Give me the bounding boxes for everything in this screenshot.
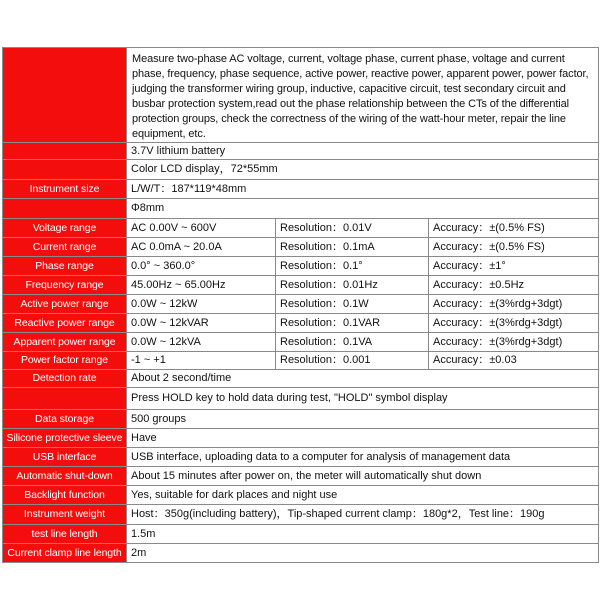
accuracy-cell: Accuracy：±(3%rdg+3dgt) — [429, 314, 599, 333]
resolution-cell: Resolution：0.1mA — [276, 238, 429, 257]
range-cell: -1 ~ +1 — [127, 352, 276, 370]
clamp-size-value: Φ8mm — [127, 199, 599, 219]
row-label: Phase range — [3, 257, 127, 276]
resolution-cell: Resolution：0.1VA — [276, 333, 429, 352]
row-label — [3, 388, 127, 410]
row-label — [3, 143, 127, 160]
spec-table — [2, 47, 599, 563]
row-label — [3, 199, 127, 219]
accuracy-cell: Accuracy：±(0.5% FS) — [429, 219, 599, 238]
table-row — [3, 448, 599, 467]
table-row — [3, 257, 599, 276]
accuracy-cell: Accuracy：±(0.5% FS) — [429, 238, 599, 257]
instrument-weight-value: Host：350g(including battery)，Tip-shaped current clamp：180g*2，Test line：190g — [127, 505, 599, 525]
range-cell: 0.0W ~ 12kVA — [127, 333, 276, 352]
row-label: Data storage — [3, 410, 127, 429]
row-label: Detection rate — [3, 370, 127, 388]
accuracy-cell: Accuracy：±0.5Hz — [429, 276, 599, 295]
usb-interface-value: USB interface, uploading data to a computer for analysis of management data — [127, 448, 599, 467]
table-row — [3, 238, 599, 257]
resolution-cell: Resolution：0.01V — [276, 219, 429, 238]
table-row — [3, 333, 599, 352]
row-label: Backlight function — [3, 486, 127, 505]
auto-shutdown-value: About 15 minutes after power on, the meter will automatically shut down — [127, 467, 599, 486]
data-hold-value: Press HOLD key to hold data during test, "HOLD" symbol display — [127, 388, 599, 410]
accuracy-cell: Accuracy：±(3%rdg+3dgt) — [429, 295, 599, 314]
row-label: Current clamp line length — [3, 544, 127, 563]
table-row — [3, 314, 599, 333]
row-label: Power factor range — [3, 352, 127, 370]
row-label — [3, 48, 127, 143]
row-label: Instrument weight — [3, 505, 127, 525]
table-row — [3, 429, 599, 448]
data-storage-value: 500 groups — [127, 410, 599, 429]
resolution-cell: Resolution：0.1VAR — [276, 314, 429, 333]
row-label: Voltage range — [3, 219, 127, 238]
table-row — [3, 370, 599, 388]
display-value: Color LCD display，72*55mm — [127, 160, 599, 180]
range-cell: AC 0.0mA ~ 20.0A — [127, 238, 276, 257]
resolution-cell: Resolution：0.01Hz — [276, 276, 429, 295]
resolution-cell: Resolution：0.1W — [276, 295, 429, 314]
backlight-value: Yes, suitable for dark places and night use — [127, 486, 599, 505]
row-label: Reactive power range — [3, 314, 127, 333]
table-row — [3, 486, 599, 505]
row-label: Current range — [3, 238, 127, 257]
table-row — [3, 180, 599, 199]
table-row — [3, 544, 599, 563]
row-label: Silicone protective sleeve — [3, 429, 127, 448]
table-row — [3, 143, 599, 160]
table-row — [3, 295, 599, 314]
row-label: Automatic shut-down — [3, 467, 127, 486]
table-row — [3, 352, 599, 370]
functions-description: Measure two-phase AC voltage, current, voltage phase, current phase, voltage and current phase, frequency, phase sequence, active power, reactive power, apparent power, power factor, judging the transformer wiring group, inductive, capacitive circuit, test secondary circuit and busbar protection system,read out the phase relationship between the CTs of the differential protection groups, check the correctness of the wiring of the watt-hour meter, repair the line equipment, etc. — [127, 48, 599, 143]
range-cell: 0.0° ~ 360.0° — [127, 257, 276, 276]
range-cell: 45.00Hz ~ 65.00Hz — [127, 276, 276, 295]
clamp-line-length-value: 2m — [127, 544, 599, 563]
row-label: test line length — [3, 525, 127, 544]
table-row — [3, 48, 599, 143]
table-row — [3, 388, 599, 410]
test-line-length-value: 1.5m — [127, 525, 599, 544]
accuracy-cell: Accuracy：±(3%rdg+3dgt) — [429, 333, 599, 352]
table-row — [3, 505, 599, 525]
row-label: Active power range — [3, 295, 127, 314]
row-label: Frequency range — [3, 276, 127, 295]
table-row — [3, 199, 599, 219]
row-label: Apparent power range — [3, 333, 127, 352]
silicone-sleeve-value: Have — [127, 429, 599, 448]
table-row — [3, 467, 599, 486]
table-row — [3, 276, 599, 295]
resolution-cell: Resolution：0.1° — [276, 257, 429, 276]
row-label — [3, 160, 127, 180]
detection-rate-value: About 2 second/time — [127, 370, 599, 388]
accuracy-cell: Accuracy：±0.03 — [429, 352, 599, 370]
resolution-cell: Resolution：0.001 — [276, 352, 429, 370]
table-row — [3, 160, 599, 180]
accuracy-cell: Accuracy：±1° — [429, 257, 599, 276]
row-label: Instrument size — [3, 180, 127, 199]
range-cell: 0.0W ~ 12kVAR — [127, 314, 276, 333]
table-row — [3, 525, 599, 544]
row-label: USB interface — [3, 448, 127, 467]
power-supply-value: 3.7V lithium battery — [127, 143, 599, 160]
range-cell: 0.0W ~ 12kW — [127, 295, 276, 314]
instrument-size-value: L/W/T：187*119*48mm — [127, 180, 599, 199]
table-row — [3, 219, 599, 238]
range-cell: AC 0.00V ~ 600V — [127, 219, 276, 238]
table-row — [3, 410, 599, 429]
